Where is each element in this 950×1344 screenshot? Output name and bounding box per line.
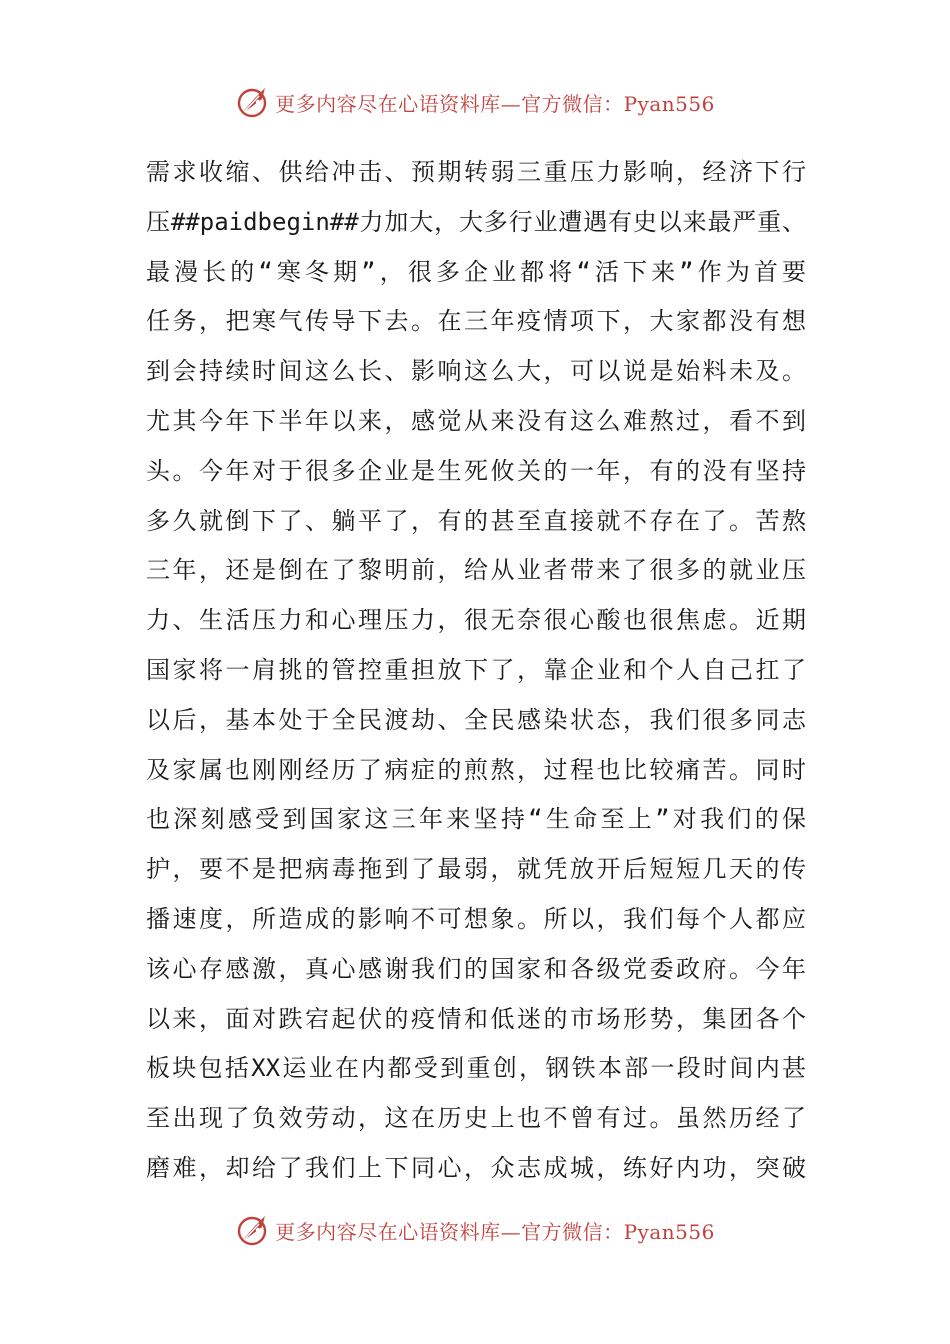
text-line: 播速度，所造成的影响不可想象。所以，我们每个人都应	[146, 904, 806, 933]
text-line: 板块包括XX运业在内都受到重创，钢铁本部一段时间内甚	[146, 1054, 806, 1083]
text-line: 多久就倒下了、躺平了，有的甚至直接就不存在了。苦熬	[146, 506, 806, 535]
header-banner	[0, 80, 950, 124]
text-line: 需求收缩、供给冲击、预期转弱三重压力影响，经济下行	[146, 158, 806, 186]
text-line: 三年，还是倒在了黎明前，给从业者带来了很多的就业压	[146, 556, 806, 585]
text-line: 力、生活压力和心理压力，很无奈很心酸也很焦虑。近期	[146, 606, 806, 635]
text-line: 以后，基本处于全民渡劫、全民感染状态，我们很多同志	[146, 705, 806, 734]
text-line: 头。今年对于很多企业是生死攸关的一年，有的没有坚持	[146, 456, 806, 485]
text-line: 也深刻感受到国家这三年来坚持“生命至上”对我们的保	[146, 805, 806, 834]
document-body	[146, 148, 806, 1194]
text-line: 到会持续时间这么长、影响这么大，可以说是始料未及。	[146, 357, 806, 386]
text-line: 最漫长的“寒冬期”，很多企业都将“活下来”作为首要	[146, 257, 806, 286]
quill-pen-logo-icon	[235, 84, 271, 120]
text-line: 国家将一肩挑的管控重担放下了，靠企业和个人自己扛了	[146, 655, 806, 684]
text-line: 护，要不是把病毒拖到了最弱，就凭放开后短短几天的传	[146, 855, 806, 884]
footer-banner-text: 更多内容尽在心语资料库—官方微信：Pyan556	[275, 1219, 715, 1244]
footer-banner	[0, 1208, 950, 1252]
text-line: 压##paidbegin##力加大，大多行业遭遇有史以来最严重、	[146, 207, 806, 236]
text-line: 以来，面对跌宕起伏的疫情和低迷的市场形势，集团各个	[146, 1004, 806, 1033]
text-line: 及家属也刚刚经历了病症的煎熬，过程也比较痛苦。同时	[146, 755, 806, 784]
header-banner-text: 更多内容尽在心语资料库—官方微信：Pyan556	[275, 91, 715, 116]
text-line: 尤其今年下半年以来，感觉从来没有这么难熬过，看不到	[146, 406, 806, 435]
text-line: 磨难，却给了我们上下同心，众志成城，练好内功，突破	[146, 1153, 806, 1182]
quill-pen-logo-icon	[235, 1212, 271, 1248]
text-line: 该心存感激，真心感谢我们的国家和各级党委政府。今年	[146, 954, 806, 983]
text-line: 任务，把寒气传导下去。在三年疫情项下，大家都没有想	[146, 307, 806, 336]
text-line: 至出现了负效劳动，这在历史上也不曾有过。虽然历经了	[146, 1104, 806, 1133]
